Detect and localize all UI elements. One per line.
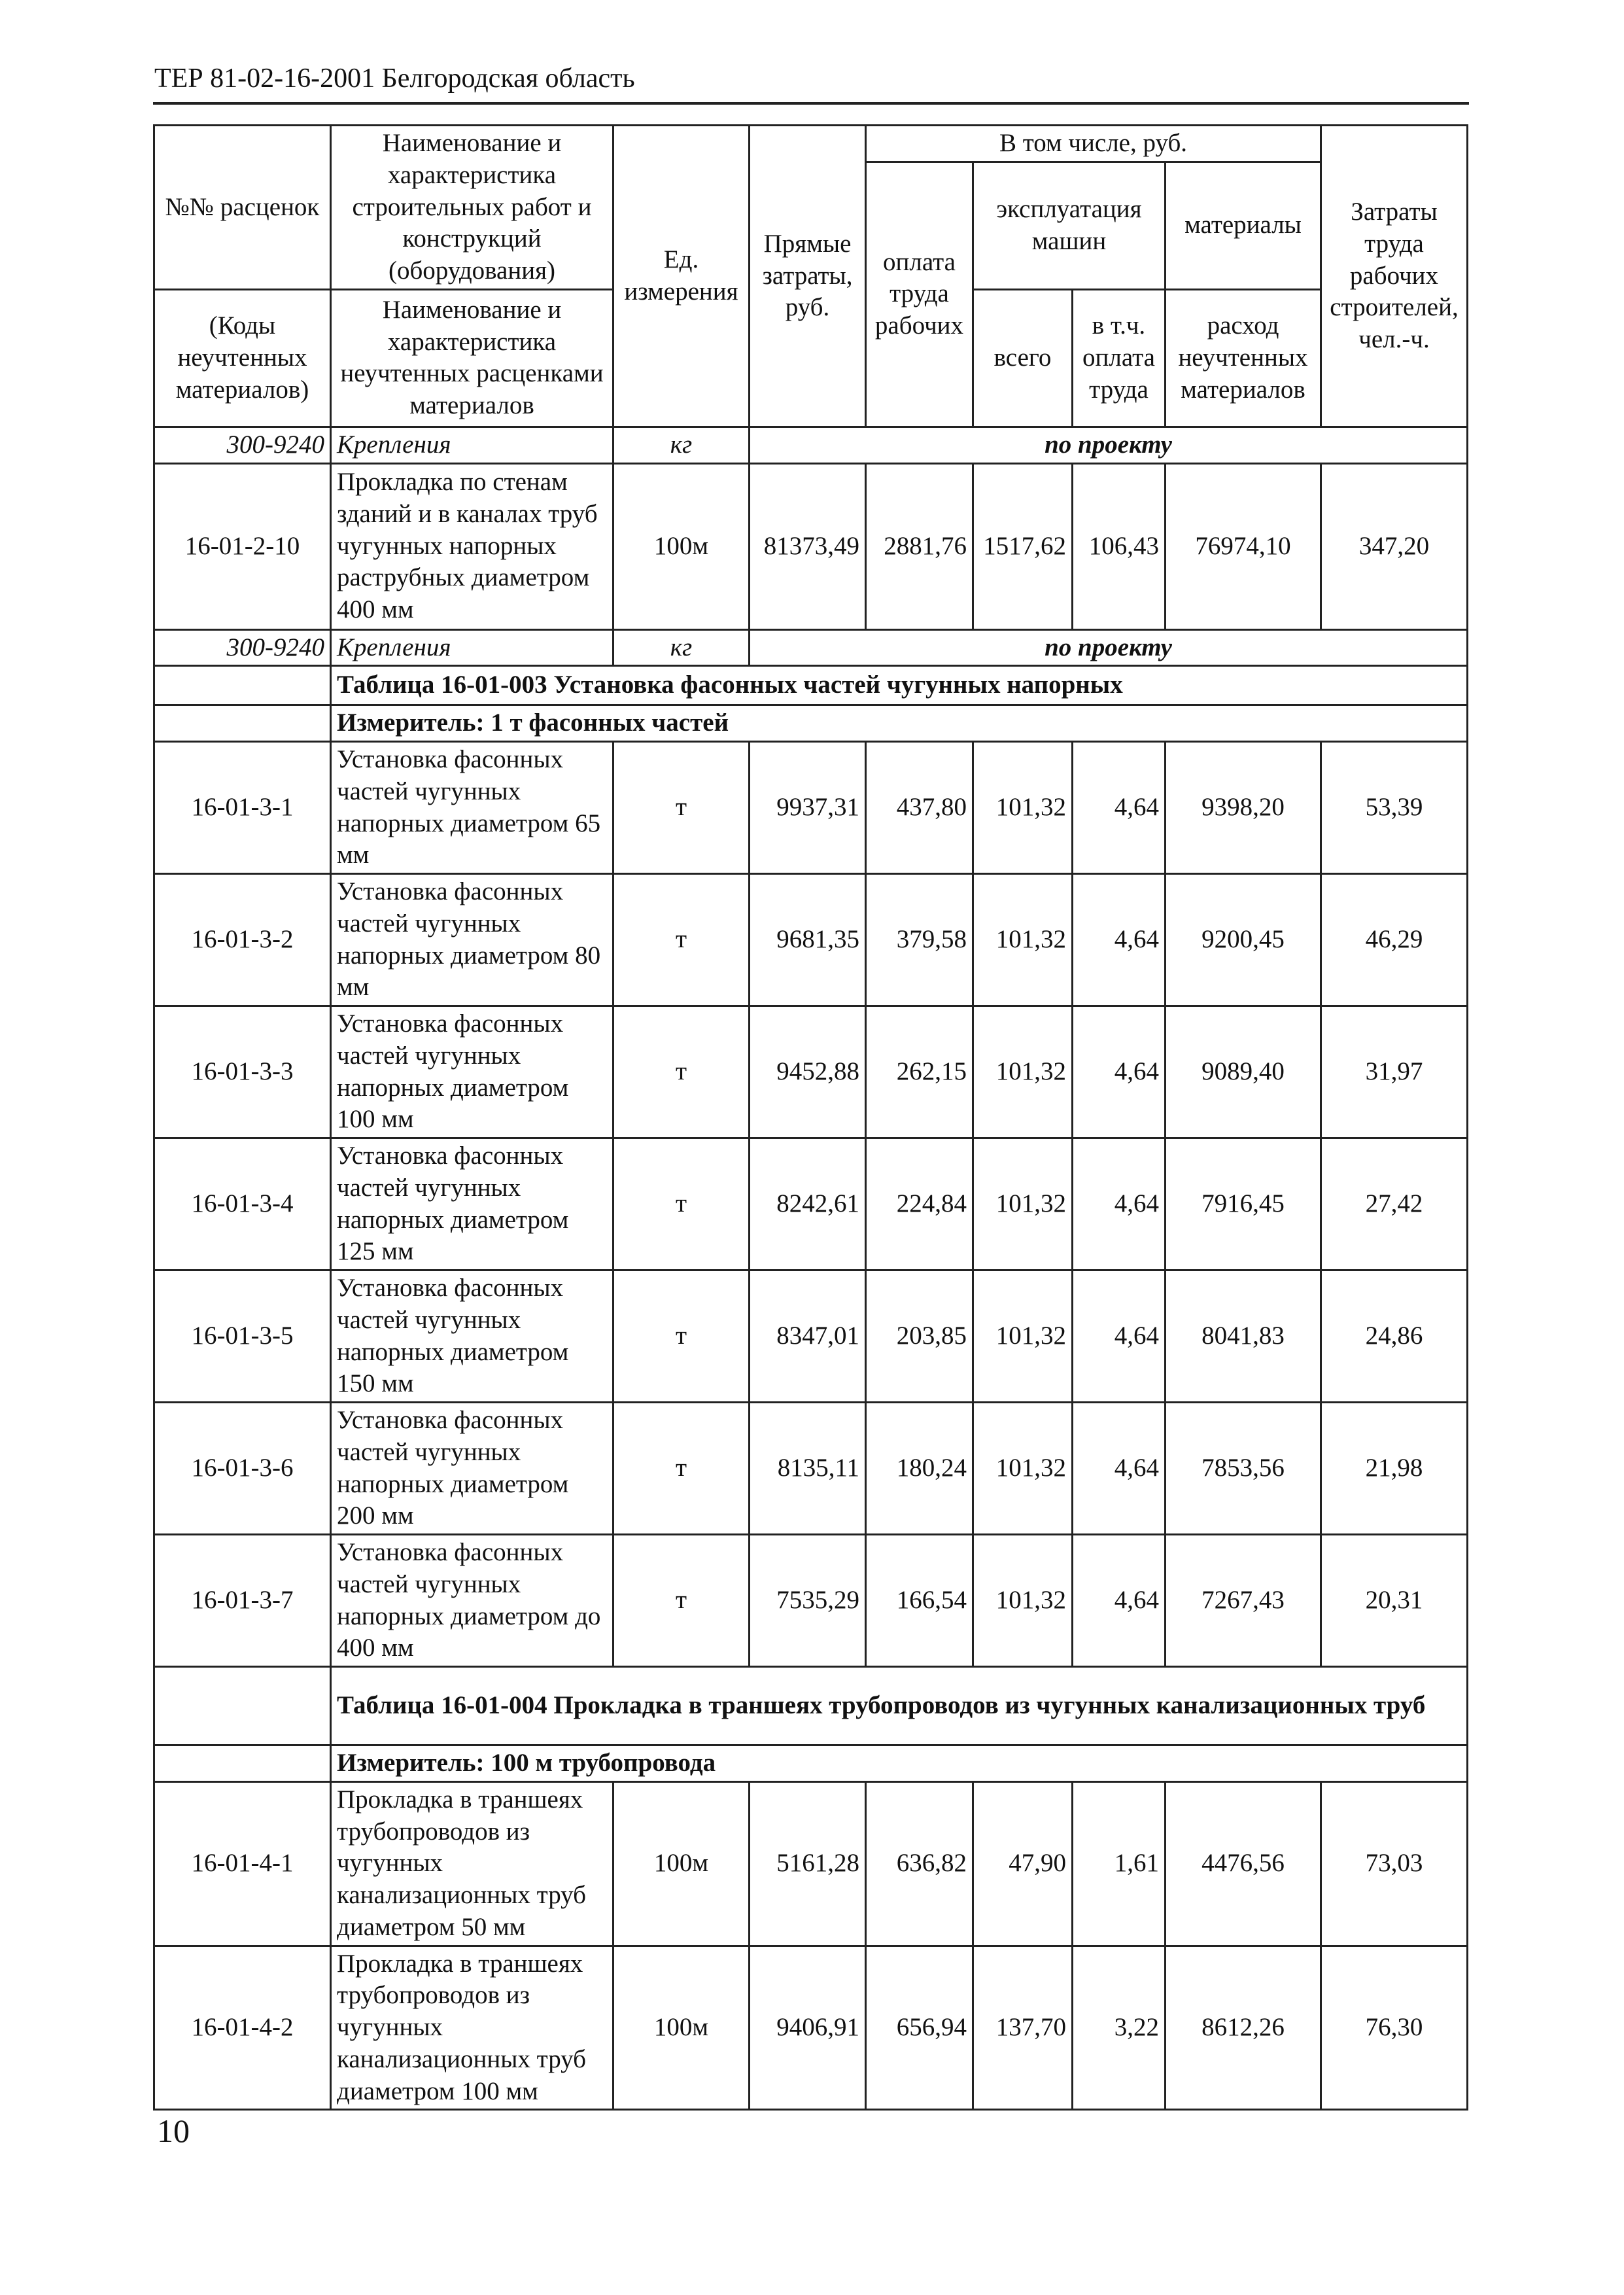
- row-machines: 1517,62: [973, 463, 1073, 629]
- header-direct: Прямые затраты, руб.: [750, 126, 866, 427]
- table-body-004: [154, 1781, 1468, 2110]
- measure-row: [154, 1745, 1468, 1782]
- row-unit: т: [613, 1138, 750, 1270]
- material-name: Крепления: [331, 629, 613, 666]
- row-labor: 31,97: [1321, 1006, 1468, 1138]
- material-unit: кг: [613, 427, 750, 463]
- row-wages: 437,80: [866, 742, 973, 874]
- header-wages: оплата труда рабочих: [866, 162, 973, 427]
- row-code: 16-01-4-1: [154, 1781, 331, 1946]
- table-row: [154, 1403, 1468, 1535]
- header-unit: Ед. измерения: [613, 126, 750, 427]
- material-row: [154, 629, 1468, 666]
- row-name: Прокладка по стенам зданий и в каналах труб чугунных напорных раструбных диаметром 400 мм: [331, 463, 613, 629]
- header-incl: В том числе, руб.: [866, 126, 1321, 162]
- row-unit: 100м: [613, 1781, 750, 1946]
- row-wages: 2881,76: [866, 463, 973, 629]
- material-name: Крепления: [331, 427, 613, 463]
- row-labor: 20,31: [1321, 1535, 1468, 1667]
- row-wages: 262,15: [866, 1006, 973, 1138]
- row-unit: т: [613, 1403, 750, 1535]
- row-unit: т: [613, 874, 750, 1006]
- row-m-wages: 4,64: [1073, 1535, 1166, 1667]
- row-materials: 8612,26: [1166, 1946, 1321, 2110]
- section-title: Таблица 16-01-003 Установка фасонных частей чугунных напорных: [331, 666, 1468, 705]
- table-row: [154, 463, 1468, 629]
- row-code: 16-01-3-3: [154, 1006, 331, 1138]
- table-row: [154, 1138, 1468, 1270]
- header-machines: эксплуатация машин: [973, 162, 1166, 289]
- row-m-wages: 4,64: [1073, 1138, 1166, 1270]
- row-machines: 101,32: [973, 874, 1073, 1006]
- row-labor: 347,20: [1321, 463, 1468, 629]
- row-materials: 7267,43: [1166, 1535, 1321, 1667]
- row-materials: 76974,10: [1166, 463, 1321, 629]
- row-materials: 4476,56: [1166, 1781, 1321, 1946]
- header-codes: (Коды неучтенных материалов): [154, 289, 331, 427]
- row-machines: 101,32: [973, 1403, 1073, 1535]
- row-wages: 656,94: [866, 1946, 973, 2110]
- row-direct: 9681,35: [750, 874, 866, 1006]
- header-m-wages: в т.ч. оплата труда: [1073, 289, 1166, 427]
- section-measure: Измеритель: 1 т фасонных частей: [331, 705, 1468, 742]
- header-rule: [153, 102, 1469, 105]
- row-labor: 76,30: [1321, 1946, 1468, 2110]
- row-labor: 21,98: [1321, 1403, 1468, 1535]
- row-direct: 9452,88: [750, 1006, 866, 1138]
- row-materials: 9089,40: [1166, 1006, 1321, 1138]
- section-title-row: [154, 1667, 1468, 1745]
- header-name2: Наименование и характеристика неучтенных расценками материалов: [331, 289, 613, 427]
- material-note: по проекту: [750, 427, 1468, 463]
- page-number: 10: [157, 2112, 190, 2149]
- row-name: Установка фасонных частей чугунных напорных диаметром до 400 мм: [331, 1535, 613, 1667]
- row-name: Установка фасонных частей чугунных напорных диаметром 125 мм: [331, 1138, 613, 1270]
- row-materials: 9398,20: [1166, 742, 1321, 874]
- table-row: [154, 1946, 1468, 2110]
- row-m-wages: 4,64: [1073, 1403, 1166, 1535]
- material-code: 300-9240: [154, 427, 331, 463]
- row-wages: 379,58: [866, 874, 973, 1006]
- row-code: 16-01-2-10: [154, 463, 331, 629]
- row-m-wages: 4,64: [1073, 1270, 1166, 1403]
- row-direct: 9406,91: [750, 1946, 866, 2110]
- material-row: [154, 427, 1468, 463]
- row-wages: 166,54: [866, 1535, 973, 1667]
- row-name: Установка фасонных частей чугунных напорных диаметром 200 мм: [331, 1403, 613, 1535]
- row-direct: 7535,29: [750, 1535, 866, 1667]
- row-code: 16-01-3-5: [154, 1270, 331, 1403]
- row-unit: т: [613, 1006, 750, 1138]
- header-m-total: всего: [973, 289, 1073, 427]
- row-machines: 47,90: [973, 1781, 1073, 1946]
- row-m-wages: 4,64: [1073, 742, 1166, 874]
- header-num: №№ расценок: [154, 126, 331, 290]
- row-wages: 203,85: [866, 1270, 973, 1403]
- table-row: [154, 742, 1468, 874]
- row-name: Установка фасонных частей чугунных напорных диаметром 65 мм: [331, 742, 613, 874]
- row-machines: 101,32: [973, 1535, 1073, 1667]
- row-labor: 73,03: [1321, 1781, 1468, 1946]
- row-m-wages: 4,64: [1073, 1006, 1166, 1138]
- row-direct: 8347,01: [750, 1270, 866, 1403]
- row-m-wages: 4,64: [1073, 874, 1166, 1006]
- table-row: [154, 1006, 1468, 1138]
- row-unit: 100м: [613, 1946, 750, 2110]
- row-direct: 9937,31: [750, 742, 866, 874]
- row-machines: 137,70: [973, 1946, 1073, 2110]
- row-unit: т: [613, 742, 750, 874]
- table-body-003: [154, 742, 1468, 1667]
- material-note: по проекту: [750, 629, 1468, 666]
- row-name: Установка фасонных частей чугунных напорных диаметром 80 мм: [331, 874, 613, 1006]
- row-labor: 53,39: [1321, 742, 1468, 874]
- row-unit: т: [613, 1535, 750, 1667]
- table-row: [154, 1781, 1468, 1946]
- material-unit: кг: [613, 629, 750, 666]
- row-direct: 81373,49: [750, 463, 866, 629]
- row-machines: 101,32: [973, 1006, 1073, 1138]
- section-measure: Измеритель: 100 м трубопровода: [331, 1745, 1468, 1782]
- row-code: 16-01-3-6: [154, 1403, 331, 1535]
- row-labor: 27,42: [1321, 1138, 1468, 1270]
- row-m-wages: 1,61: [1073, 1781, 1166, 1946]
- row-wages: 180,24: [866, 1403, 973, 1535]
- row-materials: 7916,45: [1166, 1138, 1321, 1270]
- row-machines: 101,32: [973, 742, 1073, 874]
- row-unit: 100м: [613, 463, 750, 629]
- section-title: Таблица 16-01-004 Прокладка в траншеях трубопроводов из чугунных канализационных труб: [331, 1667, 1468, 1745]
- header-materials: материалы: [1166, 162, 1321, 289]
- page-header: ТЕР 81-02-16-2001 Белгородская область: [154, 63, 635, 94]
- row-name: Установка фасонных частей чугунных напорных диаметром 150 мм: [331, 1270, 613, 1403]
- header-unacc: расход неучтенных материалов: [1166, 289, 1321, 427]
- row-code: 16-01-3-1: [154, 742, 331, 874]
- row-labor: 46,29: [1321, 874, 1468, 1006]
- price-table: [153, 124, 1468, 2111]
- row-machines: 101,32: [973, 1138, 1073, 1270]
- row-m-wages: 106,43: [1073, 463, 1166, 629]
- row-labor: 24,86: [1321, 1270, 1468, 1403]
- table-row: [154, 874, 1468, 1006]
- row-name: Установка фасонных частей чугунных напорных диаметром 100 мм: [331, 1006, 613, 1138]
- row-materials: 8041,83: [1166, 1270, 1321, 1403]
- row-code: 16-01-3-7: [154, 1535, 331, 1667]
- section-title-row: [154, 666, 1468, 705]
- measure-row: [154, 705, 1468, 742]
- row-materials: 9200,45: [1166, 874, 1321, 1006]
- header-labor: Затраты труда рабочих строителей, чел.-ч.: [1321, 126, 1468, 427]
- row-code: 16-01-3-4: [154, 1138, 331, 1270]
- row-direct: 5161,28: [750, 1781, 866, 1946]
- row-code: 16-01-3-2: [154, 874, 331, 1006]
- row-wages: 636,82: [866, 1781, 973, 1946]
- table-row: [154, 1270, 1468, 1403]
- row-name: Прокладка в траншеях трубопроводов из чугунных канализационных труб диаметром 50 мм: [331, 1781, 613, 1946]
- row-m-wages: 3,22: [1073, 1946, 1166, 2110]
- row-name: Прокладка в траншеях трубопроводов из чугунных канализационных труб диаметром 100 мм: [331, 1946, 613, 2110]
- row-unit: т: [613, 1270, 750, 1403]
- table-row: [154, 1535, 1468, 1667]
- row-direct: 8135,11: [750, 1403, 866, 1535]
- row-direct: 8242,61: [750, 1138, 866, 1270]
- row-wages: 224,84: [866, 1138, 973, 1270]
- material-code: 300-9240: [154, 629, 331, 666]
- row-code: 16-01-4-2: [154, 1946, 331, 2110]
- header-name: Наименование и характеристика строительных работ и конструкций (оборудования): [331, 126, 613, 290]
- row-machines: 101,32: [973, 1270, 1073, 1403]
- row-materials: 7853,56: [1166, 1403, 1321, 1535]
